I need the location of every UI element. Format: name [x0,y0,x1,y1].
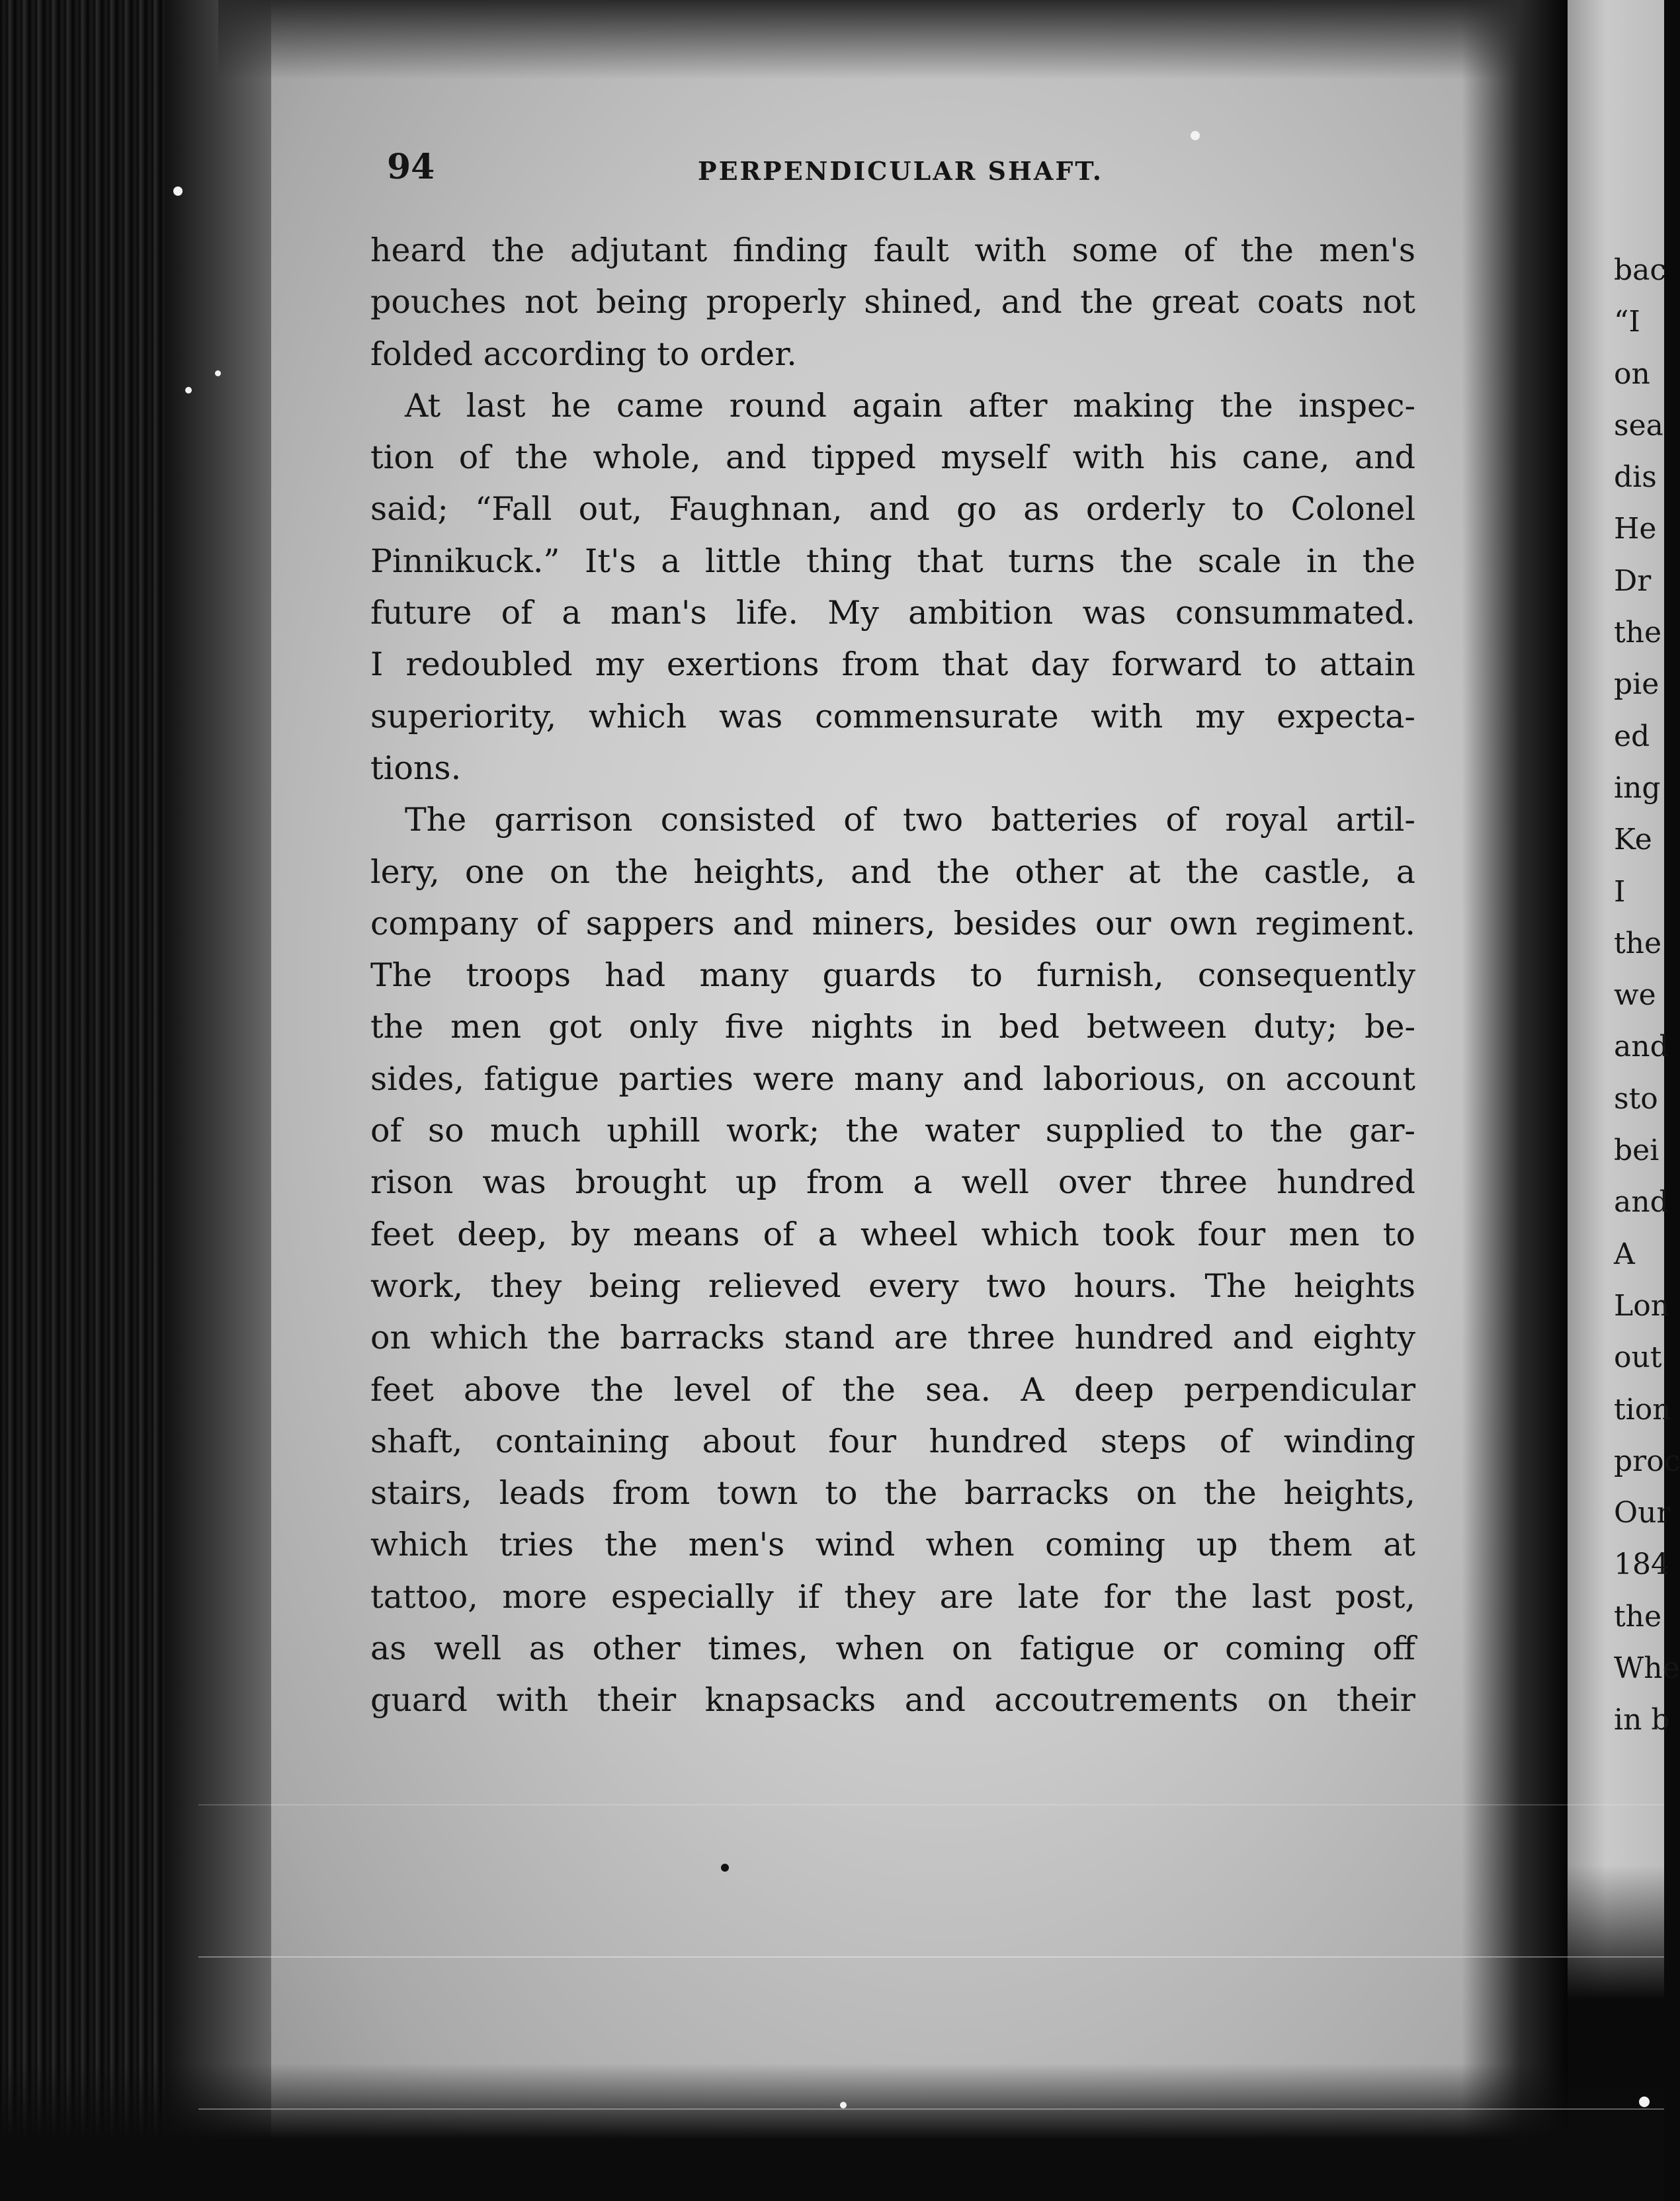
body-text [370,225,1415,1727]
page-number: 94 [387,147,435,187]
text-line: work, they being relieved every two hours. The heights [370,1267,1415,1305]
text-line: sides, fatigue parties were many and laborious, on account [370,1059,1415,1098]
dust-speck [1191,131,1200,140]
text-fragment: Whe [1614,1651,1680,1686]
dust-speck [173,187,183,196]
dust-speck [215,370,221,376]
text-line: lery, one on the heights, and the other at the castle, a [370,852,1415,891]
right-page-text-fragments [1614,245,1680,1747]
bottom-shadow [0,2063,1664,2201]
dust-speck [185,387,192,394]
text-line: At last he came round again after making the inspec- [405,386,1415,425]
text-line: superiority, which was commensurate with my expecta- [370,697,1415,735]
page-header [387,147,1141,187]
text-line: rison was brought up from a well over three hundred [370,1163,1415,1202]
text-fragment: on [1614,356,1650,391]
text-fragment: Dr [1614,563,1652,598]
text-fragment: ed [1614,719,1650,753]
text-fragment: A [1614,1237,1635,1271]
text-fragment: dis [1614,460,1657,495]
text-line: I redoubled my exertions from that day forward to attain [370,645,1415,684]
text-line: of so much uphill work; the water supplied to the gar- [370,1112,1415,1150]
text-line: pouches not being properly shined, and the great coats not [370,283,1415,321]
text-fragment: and [1614,1030,1669,1064]
text-line: Pinnikuck.” It's a little thing that turns the scale in the [370,542,1415,580]
text-fragment: He [1614,512,1657,546]
text-fragment: the [1614,616,1662,650]
text-fragment: the [1614,926,1662,960]
text-line: tion of the whole, and tipped myself with his cane, and [370,438,1415,477]
text-fragment: Lon [1614,1288,1670,1323]
text-fragment: bei [1614,1134,1659,1168]
ink-dot [721,1864,729,1872]
text-line: as well as other times, when on fatigue or coming off [370,1630,1415,1668]
text-line: shaft, containing about four hundred steps of winding [370,1422,1415,1460]
text-fragment: sto [1614,1081,1658,1116]
text-line: The garrison consisted of two batteries of royal artil- [405,801,1415,839]
text-line: which tries the men's wind when coming up them at [370,1526,1415,1564]
text-fragment: bac [1614,253,1667,287]
text-fragment: 184 [1614,1548,1669,1582]
text-line: tattoo, more especially if they are late for the last post, [370,1577,1415,1616]
text-line: The troops had many guards to furnish, consequently [370,956,1415,995]
text-line: guard with their knapsacks and accoutrements on their [370,1681,1415,1720]
text-line: folded according to order. [370,335,797,373]
text-line: feet above the level of the sea. A deep perpendicular [370,1370,1415,1409]
dust-speck [840,2102,847,2108]
text-line: on which the barracks stand are three hundred and eighty [370,1319,1415,1357]
text-fragment: proc [1614,1444,1680,1478]
text-fragment: pie [1614,667,1659,702]
page-gutter [1462,0,1568,2201]
dust-speck [1639,2097,1650,2107]
text-fragment: sea [1614,408,1663,442]
text-fragment: tion [1614,1392,1671,1427]
text-fragment: in b [1614,1703,1670,1737]
page-shadow [165,0,271,2201]
text-line: future of a man's life. My ambition was consummated. [370,594,1415,632]
text-fragment: Ke [1614,823,1652,857]
scan-artifact-line [198,2108,1664,2110]
text-fragment: ing [1614,770,1661,805]
text-fragment: and [1614,1185,1669,1220]
text-fragment: we [1614,978,1656,1013]
scan-artifact-line [198,1956,1664,1958]
running-head: PERPENDICULAR SHAFT. [698,156,1103,186]
text-line: feet deep, by means of a wheel which took four men to [370,1215,1415,1253]
text-fragment: out [1614,1341,1662,1375]
text-line: said; “Fall out, Faughnan, and go as orderly to Colonel [370,490,1415,528]
page-top-shadow [218,0,1534,79]
text-line: tions. [370,749,462,787]
text-fragment: Our [1614,1496,1671,1530]
text-fragment: I [1614,874,1626,909]
text-line: the men got only five nights in bed between duty; be- [370,1008,1415,1046]
scan-artifact-line [198,1804,1664,1806]
text-fragment: “I [1614,305,1640,339]
text-line: heard the adjutant finding fault with some of the men's [370,231,1415,269]
text-line: stairs, leads from town to the barracks on the heights, [370,1474,1415,1513]
text-fragment: the [1614,1599,1662,1634]
text-line: company of sappers and miners, besides our own regiment. [370,904,1415,942]
